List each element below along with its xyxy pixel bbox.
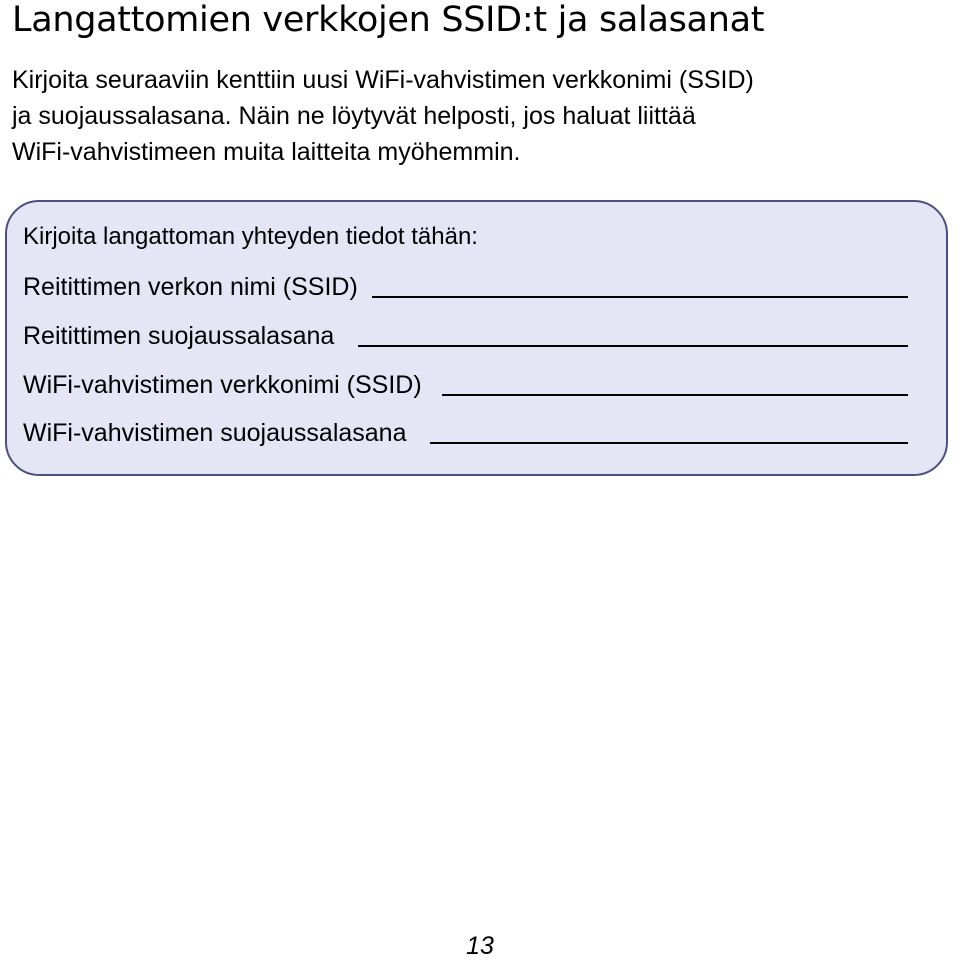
router-password-blank-line[interactable] xyxy=(358,345,908,347)
extender-password-blank-line[interactable] xyxy=(430,442,908,444)
intro-line: ja suojaussalasana. Näin ne löytyvät helposti, jos haluat liittää xyxy=(12,102,696,130)
router-ssid-row xyxy=(23,272,908,302)
router-ssid-blank-line[interactable] xyxy=(372,296,908,298)
router-ssid-label: Reitittimen verkon nimi (SSID) xyxy=(23,273,358,301)
extender-password-label: WiFi-vahvistimen suojaussalasana xyxy=(23,419,407,447)
intro-line: WiFi-vahvistimeen muita laitteita myöhemmin. xyxy=(12,138,521,166)
page-number: 13 xyxy=(466,932,494,960)
intro-paragraph xyxy=(12,62,947,170)
intro-line: Kirjoita seuraaviin kenttiin uusi WiFi-vahvistimen verkkonimi (SSID) xyxy=(12,66,754,94)
router-password-row xyxy=(23,321,908,351)
extender-password-row xyxy=(23,418,908,448)
extender-ssid-blank-line[interactable] xyxy=(442,394,908,396)
router-password-label: Reitittimen suojaussalasana xyxy=(23,322,335,350)
extender-ssid-label: WiFi-vahvistimen verkkonimi (SSID) xyxy=(23,371,422,399)
info-box-heading: Kirjoita langattoman yhteyden tiedot tähän: xyxy=(23,223,478,250)
page-title: Langattomien verkkojen SSID:t ja salasanat xyxy=(12,0,765,40)
wifi-info-box xyxy=(5,200,948,476)
extender-ssid-row xyxy=(23,370,908,400)
